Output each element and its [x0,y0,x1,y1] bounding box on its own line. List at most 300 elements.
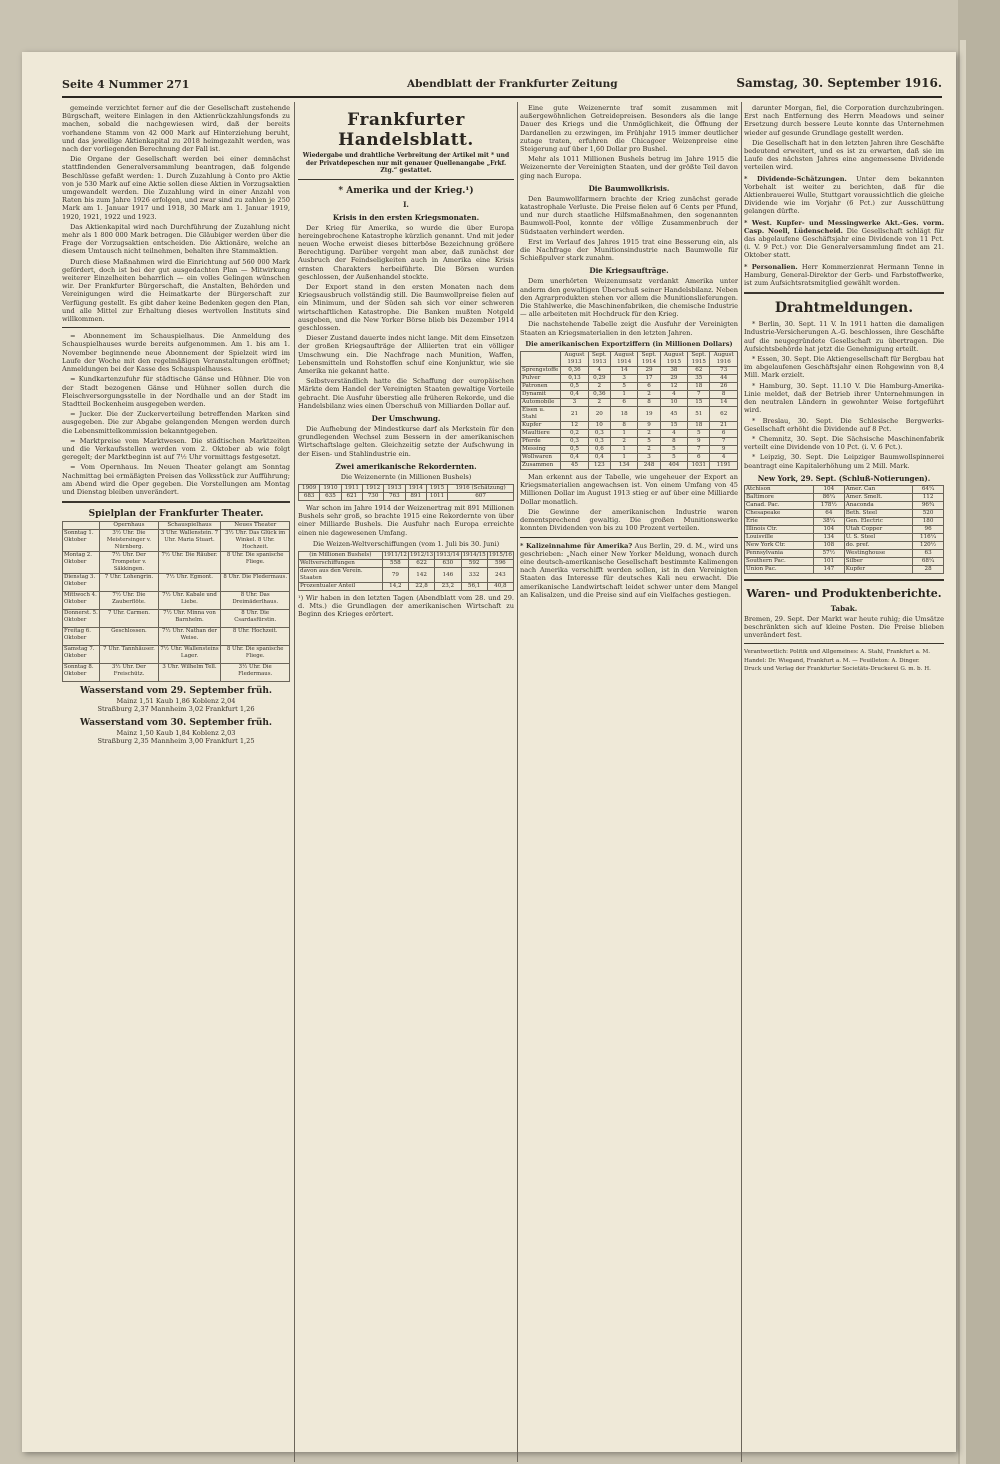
table-cell: 1 [610,454,637,462]
table-header: 1915/16 [488,552,512,558]
table-cell: 1 [610,430,637,438]
table-cell: 19 [638,407,660,422]
table-cell: 558 [382,560,408,568]
paragraph: Durch diese Maßnahmen wird die Einrichtung auf 560 000 Mark gefördert, doch ist bei der gut ausgedachten Plan — Mitwirkung weiterer Einzelheiten beharrlich — ein volles Gelingen wünschen wir. Der Frankfurter Bürgerschaft, die Anstalten, Behörden und Vereinigungen wird die Heimatkarte der Bürgerschaft zur Verfügung gestellt. Es gibt daher keine Bedenken gegen den Plan, und alle Mittel zur Erhaltung dieses wertvollen Instituts sind willkommen. [62,257,290,324]
table-row [299,583,514,591]
issue-date: Samstag, 30. September 1916. [736,76,942,90]
footnote: ¹) Wir haben in den letzten Tagen (Abendblatt vom 28. und 29. d. Mts.) die Grundlagen der amerikanischen Wirtschaft zu Beginn des Krieges erörtert. [298,594,514,619]
table-cell: Union Pac. [745,565,814,573]
table-cell: 23,2 [435,583,461,591]
table-cell: Zusammen [521,462,561,470]
table-cell: 96 [913,525,944,533]
notice: = Kundkartenzufuhr für städtische Gänse und Hühner. Die von der Stadt bezogenen Gänse und Hühner sollen durch die Fleischversorgungsstelle in der Nordhalle und an der Stadt im Stadtteil Bockenheim ausgegeben werden. [62,375,290,408]
day-cell: Samstag 7. Oktober [63,646,100,664]
table-cell: 2 [610,438,637,446]
table-row [521,383,738,391]
table-header [521,352,561,367]
table-header [63,522,100,530]
table-header: Opernhaus [100,522,158,530]
table-row [745,509,944,517]
table-row [745,525,944,533]
table-cell: 6 [638,383,660,391]
table-cell: 10 [588,422,610,430]
table-header: Sept. 1913 [588,352,610,367]
table-cell: 0,6 [588,446,610,454]
divider [744,292,944,294]
section-title: Frankfurter Handelsblatt. [338,110,474,150]
table-header: (in Millionen Bushels) [299,552,383,560]
table-cell: 3 Uhr. Wilhelm Tell. [158,664,221,682]
table-row [745,557,944,565]
column-rule [741,102,742,1462]
table-cell: Pferde [521,438,561,446]
table-cell: 7 [688,446,710,454]
table-cell: 1031 [688,462,710,470]
table-cell: 7½ Uhr. Wallensteins Lager. [158,646,221,664]
table-cell: 1011 [426,492,447,500]
table-cell: 7 [710,438,738,446]
table-row [745,565,944,573]
newspaper-page [22,52,956,1452]
notice: = Jucker. Die der Zuckerverteilung betreffenden Marken sind ausgegeben. Die zur Abgabe gelangenden Mengen werden durch die Lebensmittelkommission bekanntgegeben. [62,410,290,435]
table-header: 1916 (Schätzung) [448,484,514,492]
export-table [520,351,738,470]
table-cell: 2 [638,391,660,399]
table-row [63,664,290,682]
table-header: August 1915 [660,352,687,367]
table-header-row [63,522,290,530]
paragraph: Mehr als 1011 Millionen Bushels betrug im Jahre 1915 die Weizenernte der Vereinigten Staaten, und der größte Teil davon ging nach Europa. [520,155,738,180]
table-cell: 3½ Uhr. Die Fledermaus. [221,664,290,682]
table-cell: 4 [710,454,738,462]
imprint-line: Handel: Dr. Wiegand, Frankfurt a. M. — Feuilleton: A. Dinger. [744,657,920,664]
table-row [63,628,290,646]
paragraph: Der Export stand in den ersten Monaten nach dem Kriegsausbruch vollständig still. Die Baumwollpreise fielen auf ein Minimum, und der Süden sah sich vor einer schweren wirtschaftlichen Katastrophe. Die Banken mußten Notgeld ausgeben, und die New Yorker Börse blieb bis Dezember 1914 geschlossen. [298,282,514,332]
table-cell: 520 [913,509,944,517]
notice-text: Die Gesellschaft schlägt für das abgelaufene Geschäftsjahr eine Dividende von 11 Pct. (i. V. 9 Pct.) vor. Die Generalversammlung findet am 21. Oktober statt. [744,226,944,260]
notice [744,263,944,288]
table-cell: 62 [688,367,710,375]
table-cell: 0,5 [561,446,588,454]
notice-title: * West. Kupfer- und Messingwerke Akt.-Ges. vorm. Casp. Noell, Lüdenscheid. [744,218,944,235]
table-cell: Pulver [521,375,561,383]
table-row [63,574,290,592]
table-cell: 630 [435,560,461,568]
wheat-harvest-table [298,484,514,501]
paragraph: Dieser Zustand dauerte indes nicht lange. Mit dem Einsetzen der großen Kriegsaufträge der Alliierten trat ein völliger Umschwung ein. Die Nachfrage nach Munition, Waffen, Lebensmitteln und Rohstoffen schuf eine Konjunktur, wie sie Amerika nie gekannt hatte. [298,334,514,375]
notice-text: Aus Berlin, 29. d. M., wird uns geschrieben: „Nach einer New Yorker Meldung, wonach durch eine deutsch-amerikanische Gesellschaft bestimmte Kalimengen nach Amerika verschifft werden sollen, ist in den Vereinigten Staaten das Interesse für deutsches Kali neu erwacht. Die amerikanische Landwirtschaft leidet schwer unter dem Mangel an Kalisalzen, und die Preise sind auf ein Vielfaches gestiegen. [520,541,738,599]
table-cell: 79 [382,568,408,583]
table-row [521,438,738,446]
divider [62,327,290,328]
table-cell: 7½ Uhr. Die Zauberflöte. [100,592,158,610]
table-cell: Geschlossen. [100,628,158,646]
table-cell: 18 [610,407,637,422]
table-cell: 0,4 [561,454,588,462]
table-cell: 86¼ [813,493,844,501]
table-header: 1912/13 [410,552,434,558]
table-cell: 891 [405,492,426,500]
water-level-values [62,697,290,713]
table-cell: 14 [710,399,738,407]
table-header-row [299,484,514,492]
table-cell: 7 Uhr. Carmen. [100,610,158,628]
table-cell: 29 [638,367,660,375]
table-cell: Canad. Pac. [745,501,814,509]
table-cell: 68¼ [913,557,944,565]
table-header: 1910 [320,484,341,492]
table-cell: 4 [660,391,687,399]
table-cell: 1191 [710,462,738,470]
article-text [298,504,514,537]
wire-item: * Hamburg, 30. Sept. 11.10 V. Die Hamburg-Amerika-Linie meldet, daß der Betrieb ihrer Unternehmungen in den neutralen Ländern in gewohnter Weise fortgeführt wird. [744,381,944,415]
table-cell: 38 [660,367,687,375]
table-cell: Sprengstoffe [521,367,561,375]
table-cell: 404 [660,462,687,470]
stock-quotes-title: New York, 29. Sept. (Schluß-Notierungen). [757,473,931,483]
table-cell: 0,13 [561,375,588,383]
table-cell: 146 [435,568,461,583]
table-cell: 592 [461,560,487,568]
wire-item: * Berlin, 30. Sept. 11 V. In 1911 hatten die damaligen Industrie-Versicherungen A.-G. beschlossen, ihre Geschäfte auf die neugegründete Gesellschaft zu übertragen. Die Aufsichtsbehörde hat jetzt die Genehmigung erteilt. [744,320,944,353]
table-cell: 45 [660,407,687,422]
day-cell: Dienstag 3. Oktober [63,574,100,592]
column-rule [517,102,518,1462]
theater-title: Spielplan der Frankfurter Theater. [88,509,264,520]
table-row [521,430,738,438]
theater-table [62,521,290,682]
divider [62,501,290,503]
table-cell: Messing [521,446,561,454]
day-cell: Montag 2. Oktober [63,552,100,574]
table-cell: Prozentualer Anteil [299,583,383,591]
table-cell: 4 [588,367,610,375]
notice-title: * Kalizeinnahme für Amerika? [520,541,633,550]
table-cell: 2 [638,446,660,454]
table-cell: 1 [610,446,637,454]
table-cell: 63 [913,549,944,557]
table-cell: 5 [660,454,687,462]
table-cell: 6 [610,399,637,407]
table-row [63,530,290,552]
table-row [63,646,290,664]
divider [744,579,944,581]
article-part: I. [403,199,409,209]
table-cell: 21 [710,422,738,430]
table-cell: davon aus den Verein. Staaten [299,568,383,583]
imprint-line: Druck und Verlag der Frankfurter Societäts-Druckerei G. m. b. H. [744,665,931,672]
masthead: Abendblatt der Frankfurter Zeitung [407,78,618,90]
table-cell: 7 [688,391,710,399]
table-cell: 38¼ [813,517,844,525]
table-cell: 0,3 [561,438,588,446]
paragraph: Die nachstehende Tabelle zeigt die Ausfuhr der Vereinigten Staaten an Kriegsmaterialien in den letzten Jahren. [520,320,738,337]
water-level-line: Straßburg 2,37 Mannheim 3,02 Frankfurt 1,26 [97,705,255,714]
table-cell: 147 [813,565,844,573]
table-cell: Maultiere [521,430,561,438]
table-cell: 332 [461,568,487,583]
table-cell: do. pref. [844,541,912,549]
table-cell: 0,36 [561,367,588,375]
table-cell: 3 Uhr. Wallenstein. 7 Uhr. Maria Stuart. [158,530,221,552]
intro-text [62,104,290,323]
table-cell: 142 [409,568,435,583]
article-title: * Amerika und der Krieg.¹) [338,185,474,196]
table-cell: 730 [362,492,383,500]
table-header: 1914 [405,484,426,492]
table-cell: 12 [561,422,588,430]
notice: = Marktpreise vom Marktwesen. Die städtischen Marktzeiten und die Verkaufsstellen werden vom 2. Oktober ab wie folgt geregelt; der Marktbeginn ist auf 7½ Uhr vormittags festgesetzt. [62,436,290,462]
table-row [299,560,514,568]
table-row [745,501,944,509]
table-cell: 5 [660,446,687,454]
table-cell: 56,1 [461,583,487,591]
table-cell: Erie [745,517,814,525]
table-cell: 96¾ [913,501,944,509]
table-cell: 622 [409,560,435,568]
wire-item: * Breslau, 30. Sept. Die Schlesische Bergwerks-Gesellschaft erhöht die Dividende auf 8 Pct. [744,416,944,433]
table-row [521,407,738,422]
table-row [521,391,738,399]
table-row [521,399,738,407]
table-cell: 683 [299,492,320,500]
table-cell: 5 [638,438,660,446]
wire-news [744,320,944,469]
notice: = Vom Opernhaus. Im Neuen Theater gelangt am Sonntag Nachmittag bei ermäßigten Preisen das Volksstück zur Aufführung; am Abend wird die Oper gegeben. Die Vorstellungen am Montag und Dienstag bleiben unverändert. [62,463,290,496]
table-cell: 7½ Uhr. Minna von Barnhelm. [158,610,221,628]
table-cell: 9 [688,438,710,446]
paragraph: Das Aktienkapital wird nach Durchführung der Zuzahlung nicht mehr als 1 800 000 Mark betragen. Die Gläubiger werden über die Frage der Vorzugsaktien entscheiden. Die Aktionäre, welche an diesem Umtausch nicht teilnehmen, behalten ihre Stammaktien. [62,222,290,256]
table-cell: 123 [588,462,610,470]
table-cell: Kupfer [521,422,561,430]
table-cell: 73 [710,367,738,375]
paragraph: Die Organe der Gesellschaft werden bei einer demnächst stattfindenden Generalversammlung beantragen, daß folgende Beschlüsse gefaßt werden: 1. Durch Zuzahlung à Conto pro Aktie von je 530 Mark auf eine Aktie sollen diese Aktien in Vorzugsaktien umgewandelt werden. Die Zuzahlung wird in einer Anzahl von Raten bis zum Jahre 1926 erfolgen, und zwar sind zu zahlen je 250 Mark am 1. Januar 1917 und 1918, 30 Mark am 1. Januar 1919, 1920, 1921, 1922 und 1923. [62,155,290,221]
table-cell: 12 [660,383,687,391]
column-3 [520,104,738,602]
table-cell: Louisville [745,533,814,541]
table-cell: 0,36 [588,391,610,399]
article-text [744,104,944,172]
column-rule [294,102,295,1462]
water-level-values [62,729,290,745]
table-row [63,592,290,610]
table-header-row [299,552,514,560]
table-cell: 7 Uhr. Tannhäuser. [100,646,158,664]
table-cell: 0,4 [588,454,610,462]
notice [744,175,944,216]
table-cell: 101 [813,557,844,565]
table-cell: 0,2 [561,430,588,438]
table-cell: Utah Copper [844,525,912,533]
table-cell: Illinois Ctr. [745,525,814,533]
table-cell: 7½ Uhr. Die Räuber. [158,552,221,574]
table-cell: 44 [710,375,738,383]
table-cell: 3½ Uhr. Die Meistersinger v. Nürnberg. [100,530,158,552]
table-cell: 3½ Uhr. Das Glück im Winkel. 8 Uhr. Hochzeit. [221,530,290,552]
table-row [299,568,514,583]
table-cell: Patronen [521,383,561,391]
notice-title: * Dividende-Schätzungen. [744,174,847,183]
table-row [63,610,290,628]
table-header: 1909 [299,484,320,492]
table-cell: 8 [660,438,687,446]
table-cell: 26 [710,383,738,391]
commodity-reports-title: Waren- und Produktenberichte. [746,586,942,600]
table-header: August 1916 [710,352,738,367]
table-cell: 763 [384,492,405,500]
table-cell: Westinghouse [844,549,912,557]
table-cell: 0,3 [588,430,610,438]
table-cell: 64¼ [913,485,944,493]
table-cell: 134 [610,462,637,470]
table-cell: 10 [660,399,687,407]
table-row [521,446,738,454]
table-row [521,462,738,470]
table-cell: 28 [913,565,944,573]
table-cell: Amer. Smelt. [844,493,912,501]
section-subtitle: Wiedergabe und drahtliche Verbreitung der Artikel mit * und der Privatdepeschen nur mit genauer Quellenangabe „Frkf. Ztg.“ gestattet. [302,152,510,174]
day-cell: Freitag 6. Oktober [63,628,100,646]
water-level-line: Mainz 1,51 Kaub 1,86 Koblenz 2,04 [116,697,236,706]
table-cell: 7½ Uhr. Nathan der Weise. [158,628,221,646]
table-caption: Die amerikanischen Exportziffern (in Millionen Dollars) [525,339,733,348]
table-cell: 607 [448,492,514,500]
table-cell: 18 [688,383,710,391]
table-cell: 2 [588,399,610,407]
table-cell: 21 [561,407,588,422]
table-header: Sept. 1915 [688,352,710,367]
table-cell: Silber [844,557,912,565]
spine-edge [960,40,966,1464]
paragraph: Den Baumwollfarmern brachte der Krieg zunächst gerade katastrophale Verluste. Die Preise fielen auf 6 Cents per Pfund, und nur durch staatliche Hilfsmaßnahmen, den sogenannten Baumwoll-Pool, konnte der völlige Zusammenbruch der Südstaaten verhindert werden. [520,194,738,236]
table-cell: 248 [638,462,660,470]
table-cell: 8 [610,422,637,430]
table-cell: 0,4 [561,391,588,399]
table-cell: 8 Uhr. Die spanische Fliege. [221,552,290,574]
table-caption: Die Weizen-Weltverschiffungen (vom 1. Juli bis 30. Juni) [312,539,500,548]
table-cell: Pennsylvania [745,549,814,557]
table-header: Sept. 1914 [638,352,660,367]
article-section: Zwei amerikanische Rekordernten. [335,461,477,471]
table-cell: New York Ctr. [745,541,814,549]
table-cell: 17 [638,375,660,383]
table-cell: 62 [710,407,738,422]
day-cell: Sonntag 1. Oktober [63,530,100,552]
wire-item: * Chemnitz, 30. Sept. Die Sächsische Maschinenfabrik verteilt eine Dividende von 10 Pct. (i. V. 6 Pct.). [744,434,944,452]
paragraph: Die Gesellschaft hat in den letzten Jahren ihre Geschäfte bedeutend erweitert, und es ist zu erwarten, daß sie im Laufe des nächsten Jahres eine angemessene Dividende verteilen wird. [744,138,944,172]
divider [744,643,944,644]
table-header: August 1914 [610,352,637,367]
table-cell: 1 [610,391,637,399]
paragraph: Der Krieg für Amerika, so wurde die über Europa hereingebrochene Katastrophe kürzlich genannt. Und mit jeder neuen Woche erweist dieses bitterböse Bezeichnung größere Berechtigung. Darüber vergeht man aber, daß zunächst der Ausbruch der Feindseligkeiten auch in Amerika eine Krisis ernsten Charakters herbeiführte. Die Börsen wurden geschlossen, der Außenhandel stockte. [298,223,514,281]
table-caption: Die Weizenernte (in Millionen Bushels) [340,472,472,481]
table-cell: 8 Uhr. Das Dreimäderlhaus. [221,592,290,610]
table-cell: Beth. Steel [844,509,912,517]
table-cell: Wollwaren [521,454,561,462]
table-cell: 8 Uhr. Die spanische Fliege. [221,646,290,664]
table-header: 1915 [426,484,447,492]
table-row [299,492,514,500]
paragraph: Selbstverständlich hatte die Schaffung der europäischen Märkte dem Handel der Vereinigten Staaten gewaltige Vorteile gebracht. Die Ausfuhr überstieg alle früheren Rekorde, und die Handelsbilanz wies einen Überschuß von Milliarden Dollar auf. [298,377,514,410]
notice-text: Herr Kommerzienrat Hermann Tenne in Hamburg, General-Direktor der Gerb- und Farbstoffwerke, ist zum Aufsichtsratsmitglied gewählt worden. [744,262,944,288]
article-text [520,104,738,180]
table-row [745,549,944,557]
column-2 [298,104,514,622]
table-cell: Chesapeake [745,509,814,517]
table-cell: 8 [638,399,660,407]
table-cell: 0,3 [588,438,610,446]
table-cell: 621 [341,492,362,500]
day-cell: Donnerst. 5. Oktober [63,610,100,628]
table-cell: 3½ Uhr. Der Freischütz. [100,664,158,682]
table-cell: 57½ [813,549,844,557]
table-row [745,533,944,541]
water-level-title: Wasserstand vom 30. September früh. [79,717,273,728]
table-cell: 51 [688,407,710,422]
table-cell: 9 [710,446,738,454]
table-cell: 7½ Uhr. Egmont. [158,574,221,592]
water-level-title: Wasserstand vom 29. September früh. [79,686,273,697]
table-header: 1913 [384,484,405,492]
water-level-line: Mainz 1,50 Kaub 1,84 Koblenz 2,03 [116,728,236,737]
commodity-section: Tabak. [830,603,858,613]
notice [520,542,738,599]
paragraph: Die Aufhebung der Mindestkurse darf als Merkstein für den grundlegenden Wechsel zum Bessern in der amerikanischen Wirtschaftslage gelten. Gleichzeitig setzte der Aufschwung in der Eisen- und Stahlindustrie ein. [298,424,514,458]
article-section: Die Kriegsaufträge. [589,266,669,276]
table-header: Schauspielhaus [158,522,221,530]
table-cell: 64 [813,509,844,517]
table-cell: 20 [588,407,610,422]
table-row [63,552,290,574]
table-header: 1914/15 [462,552,486,558]
table-header: August 1913 [561,352,588,367]
table-cell: 178½ [813,501,844,509]
table-cell: 8 [710,391,738,399]
table-cell: 596 [487,560,513,568]
column-4 [744,104,944,676]
table-cell: 116¼ [913,533,944,541]
paragraph: Man erkennt aus der Tabelle, wie ungeheuer der Export an Kriegsmaterialien angewachsen ist. Von einem Umfang von 45 Millionen Dollar im August 1913 stieg er auf über eine Milliarde Dollar monatlich. [520,473,738,506]
table-cell: 104 [813,525,844,533]
wire-item: * Leipzig, 30. Sept. Die Leipziger Baumwollspinnerei beantragt eine Kapitalerhöhung um 2 Mill. Mark. [744,453,944,470]
article-text [298,224,514,410]
day-cell: Sonntag 8. Oktober [63,664,100,682]
table-cell: 18 [688,422,710,430]
table-cell: 7 Uhr. Lohengrin. [100,574,158,592]
paragraph: Erst im Verlauf des Jahres 1915 trat eine Besserung ein, als die Nachfrage der Munitionsindustrie nach Baumwolle für Schießpulver stark zunahm. [520,237,738,263]
table-row [521,367,738,375]
table-cell: U. S. Steel [844,533,912,541]
notice-text: Unter dem bekannten Vorbehalt ist weiter zu berichten, daß für die Aktienbrauerei Wulle, Stuttgart voraussichtlich die gleiche Dividende wie im Vorjahr (6 Pct.) zur Ausschüttung gelangen dürfte. [744,174,944,216]
table-cell: Anaconda [844,501,912,509]
table-row [745,493,944,501]
table-cell: Weltverschiffungen [299,560,383,568]
article-text [520,195,738,263]
notice: = Abonnement im Schauspielhaus. Die Anmeldung des Schauspielhauses wurde bereits aufgenommen. Am 1. bis am 1. November beginnende neue Abonnement der Spielzeit wird im Laufe der Woche mit den regelmäßigen Veranstaltungen eröffnet; Anmeldungen bei der Kasse des Schauspielhauses. [62,332,290,374]
table-cell: 7½ Uhr. Der Trompeter v. Säkkingen. [100,552,158,574]
table-cell: 104 [813,485,844,493]
table-cell: 3 [561,399,588,407]
table-header: Neues Theater [221,522,290,530]
table-cell: 3 [638,454,660,462]
table-cell: Automobile [521,399,561,407]
page-header [62,74,942,98]
paragraph: gemeinde verzichtet ferner auf die der Gesellschaft zustehende Bürgschaft, weitere Einlagen in den Aktienrückzahlungsfonds zu machen, sobald die nachgewiesen wird, daß der bereits vorhandene Stamm von 42 000 Mark auf Hinterziehung beruht, und das jeweilige Aktienkapital zu 2018 heimgezahlt werden, was nach der vorliegenden Berechnung der Fall ist. [62,104,290,154]
table-cell: 40,8 [487,583,513,591]
article-text [298,425,514,458]
table-cell: 29 [660,375,687,383]
table-cell: 14 [610,367,637,375]
